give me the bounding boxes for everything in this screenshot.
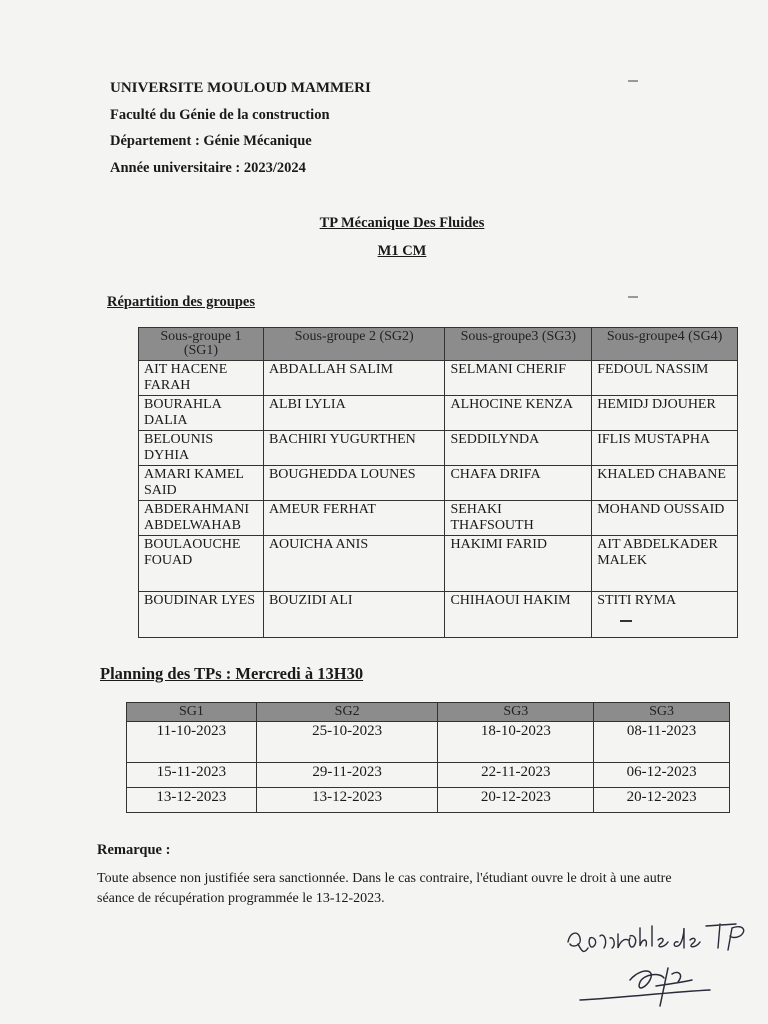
table-cell: 20-12-2023 [438,788,594,813]
table-row [127,722,730,763]
signature-image [560,918,760,1010]
scan-mark [620,620,632,622]
groups-col-header: Sous-groupe 2 (SG2) [263,328,445,361]
table-row [127,788,730,813]
groups-header-row [139,328,738,361]
table-cell: 13-12-2023 [256,788,438,813]
scan-mark [628,296,638,298]
planning-col-header: SG1 [127,703,257,722]
table-cell: BOUZIDI ALI [263,592,445,638]
table-cell: 25-10-2023 [256,722,438,763]
table-cell: 18-10-2023 [438,722,594,763]
table-cell: 13-12-2023 [127,788,257,813]
table-cell: 08-11-2023 [594,722,730,763]
table-cell: CHAFA DRIFA [445,466,592,501]
table-cell: AMEUR FERHAT [263,501,445,536]
table-cell: 06-12-2023 [594,763,730,788]
table-row [139,431,738,466]
table-cell: BACHIRI YUGURTHEN [263,431,445,466]
table-cell: BOULAOUCHE FOUAD [139,536,264,592]
planning-section-title: Planning des TPs : Mercredi à 13H30 [100,664,364,683]
table-cell: SELMANI CHERIF [445,361,592,396]
faculty-name: Faculté du Génie de la construction [110,107,330,123]
table-cell: 22-11-2023 [438,763,594,788]
table-cell: BOURAHLA DALIA [139,396,264,431]
table-cell: AIT ABDELKADER MALEK [592,536,738,592]
table-cell: AMARI KAMEL SAID [139,466,264,501]
table-cell: BELOUNIS DYHIA [139,431,264,466]
table-row [139,361,738,396]
table-cell: 29-11-2023 [256,763,438,788]
table-cell: IFLIS MUSTAPHA [592,431,738,466]
table-cell: SEDDILYNDA [445,431,592,466]
groups-col-header: Sous-groupe 1 (SG1) [139,328,264,361]
table-cell: CHIHAOUI HAKIM [445,592,592,638]
table-cell: KHALED CHABANE [592,466,738,501]
groups-col-header: Sous-groupe4 (SG4) [592,328,738,361]
table-cell: STITI RYMA [592,592,738,638]
planning-col-header: SG3 [594,703,730,722]
university-name: UNIVERSITE MOULOUD MAMMERI [110,80,371,96]
remark-title: Remarque : [97,842,171,858]
table-cell: ALHOCINE KENZA [445,396,592,431]
table-cell: 11-10-2023 [127,722,257,763]
table-cell: SEHAKI THAFSOUTH [445,501,592,536]
table-cell: ABDALLAH SALIM [263,361,445,396]
table-row [127,763,730,788]
groups-table [138,327,738,638]
table-cell: 20-12-2023 [594,788,730,813]
class-name: M1 CM [377,243,427,259]
table-row [139,592,738,638]
academic-year: Année universitaire : 2023/2024 [110,160,306,176]
remark-text: Toute absence non justifiée sera sanctionnée. Dans le cas contraire, l'étudiant ouvre le droit à une autre séance de récupération programmée le 13-12-2023. [97,871,672,906]
table-row [139,466,738,501]
table-cell: AOUICHA ANIS [263,536,445,592]
table-cell: BOUGHEDDA LOUNES [263,466,445,501]
course-title: TP Mécanique Des Fluides [319,215,485,231]
table-cell: MOHAND OUSSAID [592,501,738,536]
table-row [139,536,738,592]
groups-col-header: Sous-groupe3 (SG3) [445,328,592,361]
table-cell: HEMIDJ DJOUHER [592,396,738,431]
planning-col-header: SG2 [256,703,438,722]
table-cell: 15-11-2023 [127,763,257,788]
scan-mark [628,80,638,82]
planning-col-header: SG3 [438,703,594,722]
table-cell: BOUDINAR LYES [139,592,264,638]
table-row [139,501,738,536]
groups-section-title: Répartition des groupes [107,294,255,310]
table-cell: ABDERAHMANI ABDELWAHAB [139,501,264,536]
planning-table [126,702,730,813]
table-row [139,396,738,431]
table-cell: ALBI LYLIA [263,396,445,431]
department-name: Département : Génie Mécanique [110,133,312,149]
table-cell: FEDOUL NASSIM [592,361,738,396]
table-cell: AIT HACENE FARAH [139,361,264,396]
planning-header-row [127,703,730,722]
table-cell: HAKIMI FARID [445,536,592,592]
